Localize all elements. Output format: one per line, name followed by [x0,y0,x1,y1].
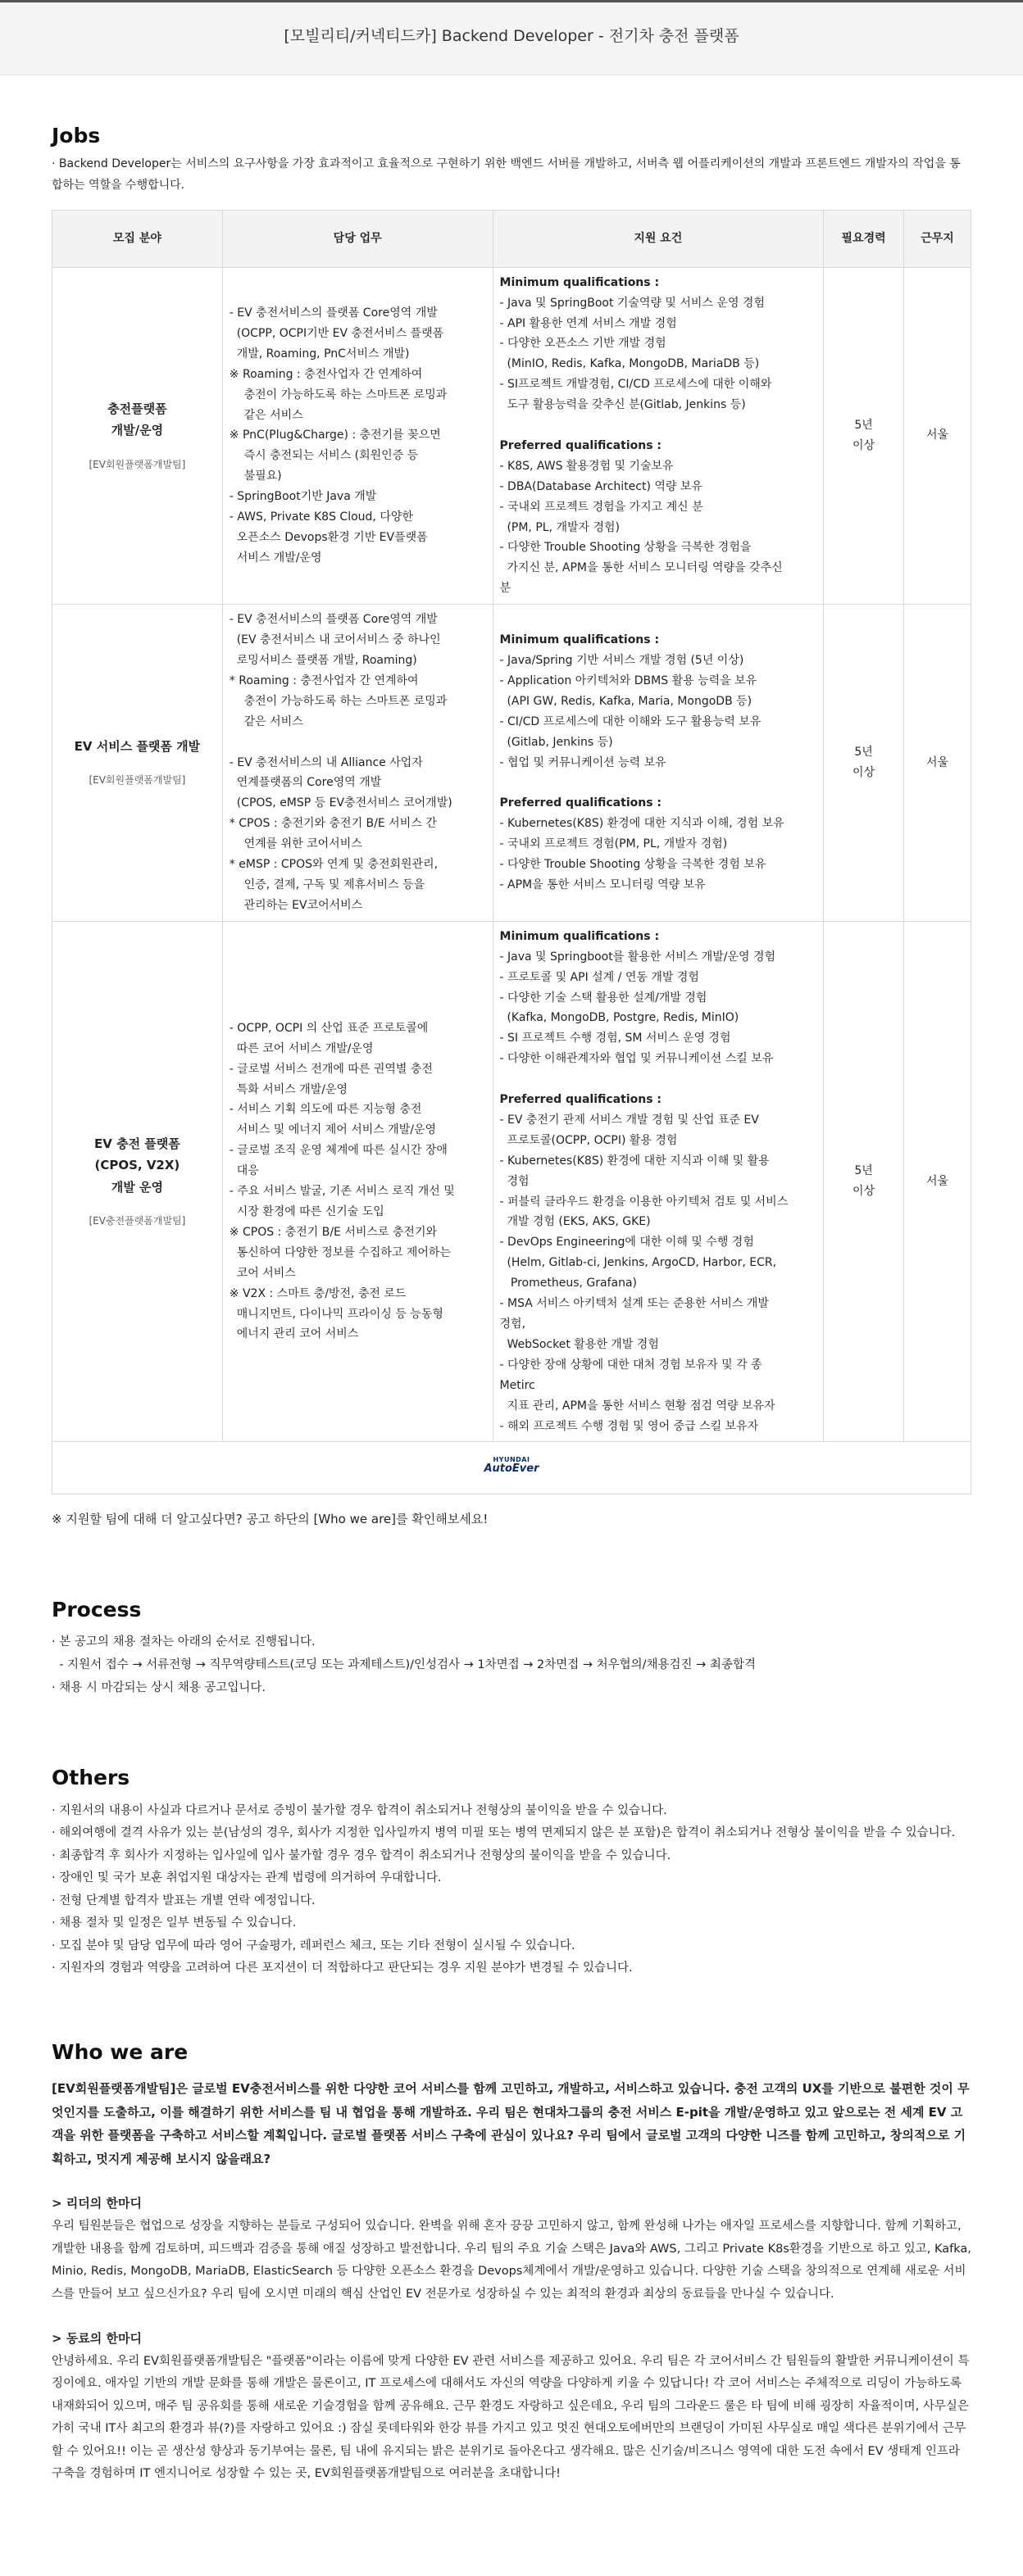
job-row [52,267,971,605]
requirement-line: - K8S, AWS 활용경험 및 기술보유 [499,459,674,473]
column-header-requirements: 지원 요건 [493,210,824,267]
duty-line: * CPOS : 충전기와 충전기 B/E 서비스 간 [229,817,437,831]
job-row [52,921,971,1442]
requirement-line: - Java/Spring 기반 서비스 개발 경험 (5년 이상) [499,654,744,667]
process-line: · 채용 시 마감되는 상시 채용 공고입니다. [52,1680,266,1694]
career-text: 이상 [852,1185,875,1199]
requirement-line: 경험 [499,1174,530,1188]
job-area-cell [52,605,223,922]
duty-line: 로밍서비스 플랫폼 개발, Roaming) [229,654,417,667]
leader-text: 우리 팀원분들은 협업으로 성장을 지향하는 분들로 구성되어 있습니다. 완벽을 위해 혼자 끙끙 고민하지 않고, 함께 완성해 나가는 애자일 프로세스를 지향합니다. 함께 기획하고, 개발한 내용을 함께 검토하며, 피드백과 검증을 통해 애질 성장하고 발전합니다. 우리 팀의 주요 기술 스택은 Java와 AWS, 그리고 Private K8s환경을 기반으로 하고 있고, Kafka, Minio, Redis, MongoDB, MariaDB, ElasticSearch 등 다양한 오픈소스 환경을 Devops체계에서 개발/운영하고 있습니다. 다양한 기술 스택을 창의적으로 연계해 새로운 서비스를 만들어 보고 싶으신가요? 우리 팀에 오시면 미래의 핵심 산업인 EV 전문가로 성장하실 수 있는 최적의 환경과 최상의 동료들을 만나실 수 있습니다. [52,2219,971,2301]
job-career-cell [824,921,904,1442]
job-area-cell [52,267,223,605]
requirement-line: - Application 아키텍처와 DBMS 활용 능력을 보유 [499,673,757,687]
requirement-line: (API GW, Redis, Kafka, Maria, MongoDB 등) [499,694,752,708]
job-location-cell: 서울 [904,267,971,605]
requirement-line: (PM, PL, 개발자 경험) [499,520,620,534]
requirement-line: - 협업 및 커뮤니케이션 능력 보유 [499,755,666,769]
column-header-location: 근무지 [904,210,971,267]
career-text: 5년 [854,746,873,760]
requirement-line: - DevOps Engineering에 대한 이해 및 수행 경험 [499,1236,754,1249]
requirement-line: (Kafka, MongoDB, Postgre, Redis, MinIO) [499,1011,739,1025]
column-header-area: 모집 분야 [52,210,223,267]
job-area-title: 개발/운영 [111,423,164,438]
duty-line: (EV 충전서비스 내 코어서비스 중 하나인 [229,633,441,647]
career-text: 이상 [852,438,875,452]
job-area-title: 개발 운영 [111,1179,163,1195]
requirement-line: - 다양한 Trouble Shooting 상황을 극복한 경험을 [499,541,752,555]
duty-line: - EV 충전서비스의 플랫폼 Core영역 개발 [229,306,438,320]
requirement-line: - 국내외 프로젝트 경험을 가지고 계신 분 [499,500,703,514]
bottom-spacer [52,2486,971,2560]
duty-line: 개발, Roaming, PnC서비스 개발) [229,347,410,361]
who-we-are-section [52,2039,971,2486]
duty-line: 충전이 가능하도록 하는 스마트폰 로밍과 [229,694,448,708]
requirement-line: Minimum qualifications : [499,633,660,647]
process-section [52,1597,971,1699]
requirement-line: (Gitlab, Jenkins 등) [499,735,613,749]
job-area-cell [52,921,223,1442]
logo-cell [52,1442,971,1494]
duty-line: 같은 서비스 [229,408,303,422]
job-table [52,210,971,1495]
requirement-line: 프로토콜(OCPP, OCPI) 활용 경험 [499,1133,678,1147]
duty-line: 관리하는 EV코어서비스 [229,898,363,912]
requirement-line: - 퍼블릭 클라우드 환경을 이용한 아키텍처 검토 및 서비스 [499,1195,789,1209]
duty-line: 서비스 및 에너지 제어 서비스 개발/운영 [229,1123,437,1137]
requirement-line: - Kubernetes(K8S) 환경에 대한 지식과 이해 및 활용 [499,1154,770,1168]
duty-line: 통신하여 다양한 정보를 수집하고 제어하는 [229,1245,451,1259]
requirement-line: 경험, [499,1317,526,1331]
requirement-line: - DBA(Database Architect) 역량 보유 [499,479,702,493]
job-requirements-cell [493,605,824,922]
requirement-line: - 다양한 Trouble Shooting 상황을 극복한 경험 보유 [499,858,766,872]
jobs-heading: Jobs [52,124,101,147]
requirement-line: - CI/CD 프로세스에 대한 이해와 도구 활용능력 보유 [499,714,762,728]
requirement-line: - API 활용한 연계 서비스 개발 경험 [499,316,677,330]
logo-small-text: HYUNDAI [493,1456,530,1464]
others-heading: Others [52,1766,130,1790]
duty-line: - SpringBoot기반 Java 개발 [229,490,377,504]
job-career-cell [824,267,904,605]
requirement-line [500,415,817,436]
requirement-line: 지표 관리, APM을 통한 서비스 현황 점검 역량 보유자 [499,1399,775,1413]
job-area-title: 충전플랫폼 [107,401,167,416]
career-text: 이상 [852,765,875,779]
who-we-are-notice: ※ 지원할 팀에 대해 더 알고싶다면? 공고 하단의 [Who we are]를 확인해보세요! [52,1512,489,1527]
others-line: · 채용 절차 및 일정은 일부 변동될 수 있습니다. [52,1916,297,1930]
requirement-line: - 국내외 프로젝트 경험(PM, PL, 개발자 경험) [499,837,728,851]
job-area-title: EV 서비스 플랫폼 개발 [74,739,201,755]
requirement-line: Minimum qualifications : [499,929,660,943]
others-line: · 최종합격 후 회사가 지정하는 입사일에 입사 불가할 경우 경우 합격이 취소되거나 전형상의 불이익을 받을 수 있습니다. [52,1848,671,1862]
duty-line: 연계플랫폼의 Core영역 개발 [229,776,382,790]
others-section [52,1765,971,1980]
duty-line: 서비스 개발/운영 [229,551,322,565]
page-header [0,0,1023,75]
peer-text: 안녕하세요. 우리 EV회원플랫폼개발팀은 "플랫폼"이라는 이름에 맞게 다양한 EV 관련 서비스를 제공하고 있어요. 우리 팀은 각 코어서비스 간 팀원들의 활발한 커뮤니케이션이 특징이에요. 애자일 기반의 개발 문화를 통해 개발은 물론이고, IT 프로세스에 대해서도 자신의 역량을 다양하게 키울 수 있답니다! 각 코어 서비스는 주체적으로 리딩이 가능하도록 내재화되어 있으며, 매주 팀 공유회를 통해 새로운 기술경험을 함께 공유해요. 근무 환경도 자랑하고 싶은데요, 우리 팀의 그라운드 룰은 타 팀에 비해 굉장히 자율적이며, 사무실은 가히 국내 IT사 최고의 환경과 뷰(?)를 자랑하고 있어요 :) 잠실 롯데타워와 한강 뷰를 가지고 있고 멋진 현대오토에버만의 브랜딩이 가미된 사무실로 매일 색다른 분위기에서 근무할 수 있어요!! 이는 곧 생산성 향상과 동기부여는 물론, 팀 내에 유지되는 밝은 분위기로 돌아온다고 생각해요. 많은 신기술/비즈니스 영역에 대한 도전 속에서 EV 생태계 인프라 구축을 경험하며 IT 엔지니어로 성장할 수 있는 곳, EV회원플랫폼개발팀으로 여러분을 초대합니다! [52,2354,970,2481]
duty-line: 불필요) [229,469,282,483]
job-team-name: [EV충전플랫폼개발팀] [89,1214,186,1227]
requirement-line [500,1069,817,1090]
process-line: - 지원서 접수 → 서류전형 → 직무역량테스트(코딩 또는 과제테스트)/인성검사 → 1차면접 → 2차면접 → 처우협의/채용검진 → 최종합격 [52,1658,756,1671]
duty-line [230,732,486,753]
requirement-line: - APM을 통한 서비스 모니터링 역량 보유 [499,878,706,891]
jobs-section [52,123,971,1531]
job-location-cell: 서울 [904,605,971,922]
column-header-career: 필요경력 [824,210,904,267]
duty-line: 따른 코어 서비스 개발/운영 [229,1041,374,1055]
job-requirements-cell [493,921,824,1442]
requirement-line: - 다양한 오픈소스 기반 개발 경험 [499,337,666,351]
requirement-line: - EV 충전기 관제 서비스 개발 경험 및 산업 표준 EV [499,1113,759,1127]
requirement-line: - Kubernetes(K8S) 환경에 대한 지식과 이해, 경험 보유 [499,817,784,831]
process-line: · 본 공고의 채용 절차는 아래의 순서로 진행됩니다. [52,1635,316,1649]
others-line: · 전형 단계별 합격자 발표는 개별 연락 예정입니다. [52,1893,316,1907]
job-row [52,605,971,922]
requirement-line: 도구 활용능력을 갖추신 분(Gitlab, Jenkins 등) [499,398,746,412]
requirement-line: 분 [499,582,512,596]
duty-line: 특화 서비스 개발/운영 [229,1082,348,1096]
others-line: · 모집 분야 및 담당 업무에 따라 영어 구술평가, 레퍼런스 체크, 또는 기타 전형이 실시될 수 있습니다. [52,1939,575,1952]
duty-line: - 글로벌 조직 운영 체계에 따른 실시간 장애 [229,1144,448,1158]
requirement-line: - SI프로젝트 개발경험, CI/CD 프로세스에 대한 이해와 [499,378,772,392]
requirement-line: - 다양한 기술 스택 활용한 설계/개발 경험 [499,991,707,1005]
others-line: · 지원서의 내용이 사실과 다르거나 문서로 증빙이 불가할 경우 합격이 취소되거나 전형상의 불이익을 받을 수 있습니다. [52,1803,667,1817]
peer-heading: > 동료의 한마디 [52,2331,142,2347]
duty-line: 에너지 관리 코어 서비스 [229,1327,359,1341]
who-heading: Who we are [52,2039,189,2064]
duty-line: 충전이 가능하도록 하는 스마트폰 로밍과 [229,388,448,401]
jobs-intro: · Backend Developer는 서비스의 요구사항을 가장 효과적이고 효율적으로 구현하기 위한 백엔드 서버를 개발하고, 서버측 웹 어플리케이션의 개발과 프론트엔드 개발자의 작업을 통합하는 역할을 수행합니다. [52,156,961,193]
team-intro: [EV회원플랫폼개발팀]은 글로벌 EV충전서비스를 위한 다양한 코어 서비스를 함께 고민하고, 개발하고, 서비스하고 있습니다. 충전 고객의 UX를 기반으로 불편한 것이 무엇인지를 도출하고, 이를 해결하기 위한 서비스를 팀 내 협업을 통해 개발하죠. 우리 팀은 현대차그룹의 충전 서비스 E-pit을 개발/운영하고 있고 앞으로는 전 세계 EV 고객을 위한 플랫폼을 구축하고 서비스할 계획입니다. 글로벌 플랫폼 서비스 구축에 관심이 있나요? 우리 팀에서 글로벌 고객의 다양한 니즈를 함께 고민하고, 창의적으로 기획하고, 멋지게 제공해 보시지 않을래요? [52,2081,970,2166]
hyundai-autoever-logo [484,1457,539,1474]
job-table-body [52,267,971,1442]
duty-line: - AWS, Private K8S Cloud, 다양한 [229,510,413,524]
job-area-title: (CPOS, V2X) [94,1158,180,1173]
process-list [52,1631,971,1699]
duty-line: ※ PnC(Plug&Charge) : 충전기를 꽂으면 [229,429,441,442]
requirement-line: (Helm, Gitlab-ci, Jenkins, ArgoCD, Harbor, ECR, [499,1256,777,1270]
requirement-line: - Java 및 Springboot를 활용한 서비스 개발/운영 경험 [499,950,776,964]
duty-line: - EV 충전서비스의 플랫폼 Core영역 개발 [229,613,438,627]
others-line: · 장애인 및 국가 보훈 취업지원 대상자는 관계 법령에 의거하여 우대합니다. [52,1871,442,1885]
requirement-line: - Java 및 SpringBoot 기술역량 및 서비스 운영 경험 [499,296,765,310]
duty-line: - OCPP, OCPI 의 산업 표준 프로토콜에 [229,1021,429,1035]
career-text: 5년 [854,1164,873,1178]
duty-line: 인증, 결제, 구독 및 제휴서비스 등을 [229,878,425,891]
requirement-line: - SI 프로젝트 수행 경험, SM 서비스 운영 경험 [499,1032,731,1045]
duty-line: 연계를 위한 코어서비스 [229,837,362,851]
job-duties-cell [222,921,493,1442]
logo-big-text: AutoEver [484,1463,539,1476]
requirement-line: - 다양한 이해관계자와 협업 및 커뮤니케이션 스킬 보유 [499,1052,774,1066]
duty-line: 매니지먼트, 다이나믹 프라이싱 등 능동형 [229,1307,443,1321]
duty-line: (CPOS, eMSP 등 EV충전서비스 코어개발) [229,796,452,810]
duty-line: - 서비스 기획 의도에 따른 지능형 충전 [229,1103,422,1117]
requirement-line: Prometheus, Grafana) [499,1277,637,1290]
requirement-line: Preferred qualifications : [499,1093,662,1107]
job-team-name: [EV회원플랫폼개발팀] [89,458,186,470]
duty-line: - 주요 서비스 발굴, 기존 서비스 로직 개선 및 [229,1185,455,1199]
duty-line: 코어 서비스 [229,1266,296,1280]
requirement-line: Preferred qualifications : [499,796,662,810]
requirement-line: 개발 경험 (EKS, AKS, GKE) [499,1215,651,1229]
career-text: 5년 [854,419,873,433]
requirement-line: WebSocket 활용한 개발 경험 [499,1337,659,1351]
job-area-title: EV 충전 플랫폼 [94,1136,180,1152]
duty-line: ※ V2X : 스마트 충/방전, 충전 로드 [229,1286,407,1300]
requirement-line: Preferred qualifications : [499,438,662,452]
job-duties-cell [222,267,493,605]
job-team-name: [EV회원플랫폼개발팀] [89,774,186,787]
page-title: [모빌리티/커넥티드카] Backend Developer - 전기차 충전 플랫폼 [284,27,739,45]
requirement-line: Metirc [499,1378,535,1392]
process-heading: Process [52,1597,142,1621]
others-list [52,1800,971,1980]
duty-line: * eMSP : CPOS와 연계 및 충전회원관리, [229,858,439,872]
duty-line: ※ Roaming : 충전사업자 간 연계하여 [229,367,423,381]
requirement-line: - MSA 서비스 아키텍처 설계 또는 준용한 서비스 개발 [499,1297,769,1311]
requirement-line: Minimum qualifications : [499,275,660,289]
duty-line: 즉시 충전되는 서비스 (회원인증 등 [229,449,419,463]
others-line: · 지원자의 경험과 역량을 고려하여 다른 포지션이 더 적합하다고 판단되는 경우 지원 분야가 변경될 수 있습니다. [52,1961,633,1975]
job-requirements-cell [493,267,824,605]
duty-line: * Roaming : 충전사업자 간 연계하여 [229,673,419,687]
leader-heading: > 리더의 한마디 [52,2196,142,2211]
job-location-cell: 서울 [904,921,971,1442]
requirement-line: (MinIO, Redis, Kafka, MongoDB, MariaDB 등) [499,357,760,371]
duty-line: 같은 서비스 [229,714,303,728]
duty-line: ※ CPOS : 충전기 B/E 서비스로 충전기와 [229,1225,437,1239]
column-header-duties: 담당 업무 [222,210,493,267]
requirement-line: 가지신 분, APM을 통한 서비스 모니터링 역량을 갖추신 [499,561,783,575]
requirement-line: - 다양한 장애 상황에 대한 대처 경험 보유자 및 각 종 [499,1358,762,1372]
duty-line: 대응 [229,1164,259,1178]
duty-line: 시장 환경에 따른 신기술 도입 [229,1205,384,1219]
others-line: · 해외여행에 결격 사유가 있는 분(남성의 경우, 회사가 지정한 입사일까지 병역 미필 또는 병역 면제되지 않은 분 포함)은 합격이 취소되거나 전형상 불이익을 받을 수 있습니다. [52,1826,956,1840]
duty-line: - EV 충전서비스의 내 Alliance 사업자 [229,755,423,769]
logo-row [52,1442,971,1494]
duty-line: - 글로벌 서비스 전개에 따른 권역별 충전 [229,1062,433,1076]
job-table-header-row [52,210,971,267]
requirement-line: - 프로토콜 및 API 설계 / 연동 개발 경험 [499,970,699,984]
requirement-line: - 해외 프로젝트 수행 경험 및 영어 중급 스킬 보유자 [499,1419,759,1433]
duty-line: (OCPP, OCPI기반 EV 충전서비스 플랫폼 [229,326,444,340]
job-career-cell [824,605,904,922]
duty-line: 오픈소스 Devops환경 기반 EV플랫폼 [229,531,428,545]
job-duties-cell [222,605,493,922]
requirement-line [500,773,817,793]
main-content [0,123,1023,2560]
